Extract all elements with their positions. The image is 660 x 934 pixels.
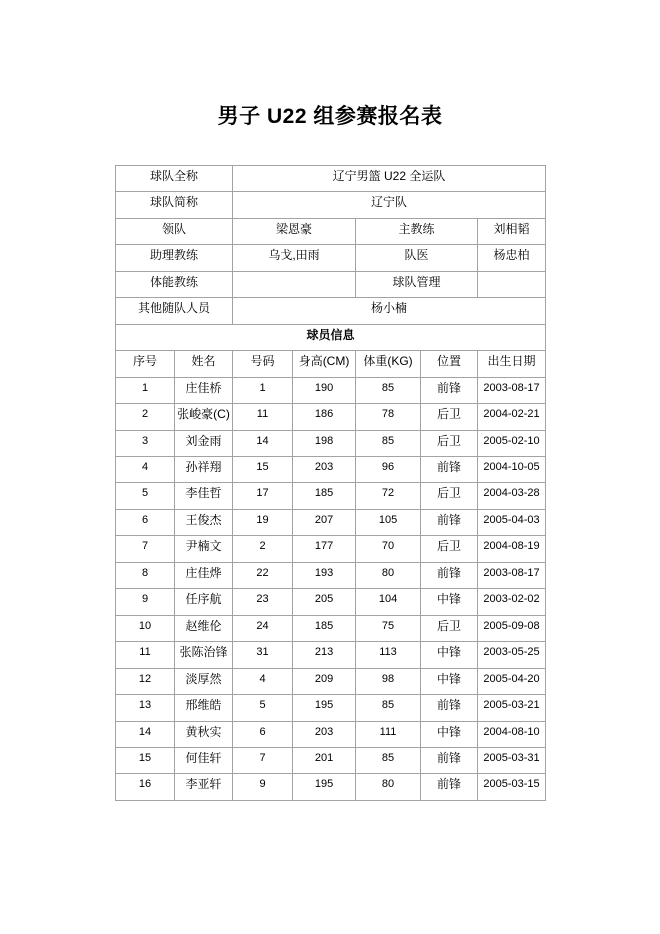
- player-birthdate: 2005-02-10: [478, 430, 546, 456]
- player-no: 9: [116, 589, 175, 615]
- manager-label: 球队管理: [356, 271, 478, 297]
- player-row: [116, 774, 546, 800]
- player-no: 10: [116, 615, 175, 641]
- head-coach-value: 刘相韬: [478, 218, 546, 244]
- player-birthdate: 2005-09-08: [478, 615, 546, 641]
- player-weight: 85: [356, 377, 421, 403]
- players-section-title: 球员信息: [116, 324, 546, 350]
- player-row: [116, 377, 546, 403]
- other-staff-label: 其他随队人员: [116, 298, 233, 324]
- player-no: 5: [116, 483, 175, 509]
- fitness-coach-label: 体能教练: [116, 271, 233, 297]
- player-jersey-number: 6: [233, 721, 293, 747]
- player-no: 6: [116, 509, 175, 535]
- player-height: 205: [293, 589, 356, 615]
- other-staff-row: [116, 298, 546, 324]
- player-jersey-number: 11: [233, 404, 293, 430]
- player-weight: 78: [356, 404, 421, 430]
- player-height: 203: [293, 721, 356, 747]
- player-weight: 98: [356, 668, 421, 694]
- player-position: 后卫: [421, 404, 478, 430]
- player-name: 孙祥翔: [175, 456, 233, 482]
- player-no: 2: [116, 404, 175, 430]
- player-birthdate: 2005-03-31: [478, 747, 546, 773]
- player-birthdate: 2004-08-19: [478, 536, 546, 562]
- player-no: 7: [116, 536, 175, 562]
- player-no: 3: [116, 430, 175, 456]
- player-jersey-number: 5: [233, 695, 293, 721]
- player-jersey-number: 24: [233, 615, 293, 641]
- player-birthdate: 2005-03-15: [478, 774, 546, 800]
- registration-table: [115, 165, 546, 801]
- player-weight: 70: [356, 536, 421, 562]
- player-position: 后卫: [421, 615, 478, 641]
- player-name: 淡厚然: [175, 668, 233, 694]
- player-weight: 113: [356, 642, 421, 668]
- player-position: 后卫: [421, 483, 478, 509]
- player-position: 前锋: [421, 774, 478, 800]
- leader-label: 领队: [116, 218, 233, 244]
- team-short-name-value: 辽宁队: [233, 192, 546, 218]
- player-name: 张陈治锋: [175, 642, 233, 668]
- player-name: 何佳轩: [175, 747, 233, 773]
- player-height: 185: [293, 615, 356, 641]
- player-position: 中锋: [421, 668, 478, 694]
- player-height: 203: [293, 456, 356, 482]
- player-no: 14: [116, 721, 175, 747]
- player-name: 庄佳桥: [175, 377, 233, 403]
- player-height: 193: [293, 562, 356, 588]
- player-height: 213: [293, 642, 356, 668]
- assistant-doctor-row: [116, 245, 546, 271]
- doctor-value: 杨忠柏: [478, 245, 546, 271]
- assistant-coach-value: 乌戈,田雨: [233, 245, 356, 271]
- player-weight: 104: [356, 589, 421, 615]
- team-short-name-label: 球队简称: [116, 192, 233, 218]
- player-height: 185: [293, 483, 356, 509]
- player-no: 4: [116, 456, 175, 482]
- player-birthdate: 2005-03-21: [478, 695, 546, 721]
- player-position: 后卫: [421, 430, 478, 456]
- player-birthdate: 2005-04-20: [478, 668, 546, 694]
- player-position: 前锋: [421, 509, 478, 535]
- team-full-name-value: 辽宁男篮 U22 全运队: [233, 166, 546, 192]
- player-row: [116, 562, 546, 588]
- player-height: 190: [293, 377, 356, 403]
- player-position: 中锋: [421, 721, 478, 747]
- player-height: 201: [293, 747, 356, 773]
- form-title: 男子 U22 组参赛报名表: [217, 105, 443, 128]
- player-jersey-number: 22: [233, 562, 293, 588]
- player-row: [116, 721, 546, 747]
- team-info-section: [116, 166, 546, 378]
- player-no: 1: [116, 377, 175, 403]
- player-no: 15: [116, 747, 175, 773]
- player-height: 209: [293, 668, 356, 694]
- leader-coach-row: [116, 218, 546, 244]
- player-height: 177: [293, 536, 356, 562]
- player-name: 庄佳烨: [175, 562, 233, 588]
- player-name: 李佳哲: [175, 483, 233, 509]
- player-birthdate: 2003-08-17: [478, 377, 546, 403]
- player-name: 尹楠文: [175, 536, 233, 562]
- player-height: 195: [293, 695, 356, 721]
- player-position: 前锋: [421, 695, 478, 721]
- team-full-name-row: [116, 166, 546, 192]
- column-header-number: 号码: [233, 351, 293, 377]
- player-name: 李亚轩: [175, 774, 233, 800]
- player-row: [116, 615, 546, 641]
- doctor-label: 队医: [356, 245, 478, 271]
- player-weight: 105: [356, 509, 421, 535]
- player-height: 207: [293, 509, 356, 535]
- player-birthdate: 2004-02-21: [478, 404, 546, 430]
- player-position: 中锋: [421, 642, 478, 668]
- column-header-weight: 体重(KG): [356, 351, 421, 377]
- player-jersey-number: 19: [233, 509, 293, 535]
- column-header-no: 序号: [116, 351, 175, 377]
- column-header-position: 位置: [421, 351, 478, 377]
- player-birthdate: 2003-02-02: [478, 589, 546, 615]
- column-header-birthdate: 出生日期: [478, 351, 546, 377]
- player-jersey-number: 23: [233, 589, 293, 615]
- player-weight: 80: [356, 774, 421, 800]
- player-height: 186: [293, 404, 356, 430]
- player-position: 后卫: [421, 536, 478, 562]
- player-weight: 111: [356, 721, 421, 747]
- player-birthdate: 2004-03-28: [478, 483, 546, 509]
- assistant-coach-label: 助理教练: [116, 245, 233, 271]
- player-row: [116, 483, 546, 509]
- player-name: 邢维皓: [175, 695, 233, 721]
- player-jersey-number: 1: [233, 377, 293, 403]
- player-jersey-number: 15: [233, 456, 293, 482]
- player-weight: 96: [356, 456, 421, 482]
- player-name: 赵维伦: [175, 615, 233, 641]
- player-name: 刘金雨: [175, 430, 233, 456]
- player-weight: 75: [356, 615, 421, 641]
- player-weight: 72: [356, 483, 421, 509]
- player-birthdate: 2003-05-25: [478, 642, 546, 668]
- player-row: [116, 668, 546, 694]
- player-weight: 85: [356, 695, 421, 721]
- player-position: 前锋: [421, 377, 478, 403]
- player-position: 前锋: [421, 747, 478, 773]
- players-list: [116, 377, 546, 800]
- player-row: [116, 695, 546, 721]
- manager-value: [478, 271, 546, 297]
- player-no: 12: [116, 668, 175, 694]
- player-height: 198: [293, 430, 356, 456]
- player-weight: 85: [356, 430, 421, 456]
- player-row: [116, 509, 546, 535]
- player-row: [116, 404, 546, 430]
- player-birthdate: 2004-10-05: [478, 456, 546, 482]
- player-jersey-number: 31: [233, 642, 293, 668]
- player-name: 张峻豪(C): [175, 404, 233, 430]
- leader-value: 梁恩豪: [233, 218, 356, 244]
- player-position: 前锋: [421, 456, 478, 482]
- team-short-name-row: [116, 192, 546, 218]
- other-staff-value: 杨小楠: [233, 298, 546, 324]
- player-position: 中锋: [421, 589, 478, 615]
- player-jersey-number: 17: [233, 483, 293, 509]
- player-height: 195: [293, 774, 356, 800]
- player-no: 13: [116, 695, 175, 721]
- column-header-height: 身高(CM): [293, 351, 356, 377]
- player-birthdate: 2003-08-17: [478, 562, 546, 588]
- player-row: [116, 747, 546, 773]
- players-header-row: [116, 351, 546, 377]
- fitness-coach-value: [233, 271, 356, 297]
- player-jersey-number: 7: [233, 747, 293, 773]
- player-row: [116, 430, 546, 456]
- team-full-name-label: 球队全称: [116, 166, 233, 192]
- player-name: 任序航: [175, 589, 233, 615]
- player-row: [116, 456, 546, 482]
- player-jersey-number: 14: [233, 430, 293, 456]
- player-name: 黄秋实: [175, 721, 233, 747]
- player-position: 前锋: [421, 562, 478, 588]
- players-section-row: [116, 324, 546, 350]
- column-header-name: 姓名: [175, 351, 233, 377]
- player-row: [116, 536, 546, 562]
- player-weight: 80: [356, 562, 421, 588]
- player-no: 11: [116, 642, 175, 668]
- player-row: [116, 589, 546, 615]
- player-jersey-number: 4: [233, 668, 293, 694]
- player-birthdate: 2005-04-03: [478, 509, 546, 535]
- fitness-manager-row: [116, 271, 546, 297]
- player-jersey-number: 9: [233, 774, 293, 800]
- player-row: [116, 642, 546, 668]
- player-no: 8: [116, 562, 175, 588]
- player-weight: 85: [356, 747, 421, 773]
- head-coach-label: 主教练: [356, 218, 478, 244]
- player-no: 16: [116, 774, 175, 800]
- player-jersey-number: 2: [233, 536, 293, 562]
- player-name: 王俊杰: [175, 509, 233, 535]
- player-birthdate: 2004-08-10: [478, 721, 546, 747]
